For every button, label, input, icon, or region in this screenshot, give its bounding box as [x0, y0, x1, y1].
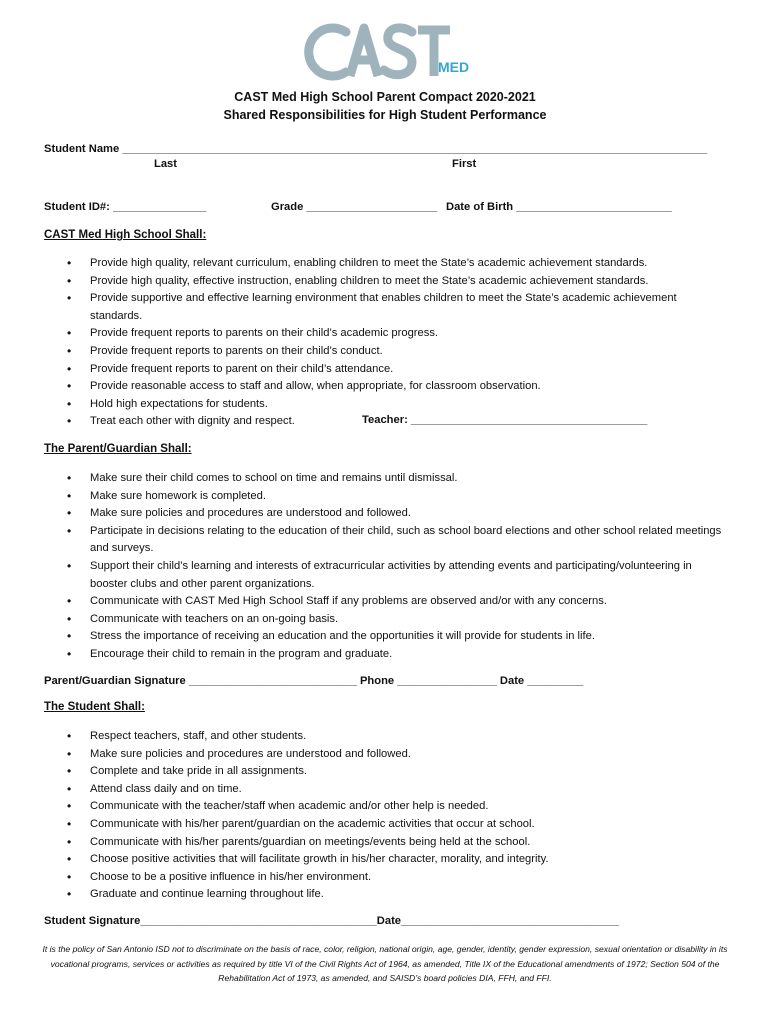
school-responsibilities-list	[60, 255, 730, 431]
list-item: • Make sure policies and procedures are understood and followed.	[60, 505, 730, 523]
student-name-field[interactable]: Student Name ______________________________________________________________________________________________	[44, 143, 708, 155]
first-name-caption: First	[452, 158, 477, 170]
cast-med-logo	[300, 18, 480, 84]
student-responsibilities-list	[60, 728, 730, 904]
school-section-heading: CAST Med High School Shall:	[44, 229, 207, 241]
list-item: • Choose to be a positive influence in his/her environment.	[60, 869, 730, 887]
list-item: • Graduate and continue learning throughout life.	[60, 886, 730, 904]
student-section-heading: The Student Shall:	[44, 701, 145, 713]
list-item: • Support their child’s learning and interests of extracurricular activities by attending events and participating/volunteering in booster clubs and other parent organizations.	[60, 558, 730, 593]
parent-section-heading: The Parent/Guardian Shall:	[44, 443, 192, 455]
list-item: • Participate in decisions relating to the education of their child, such as school board elections and other school related meetings and surveys.	[60, 523, 730, 558]
list-item: • Encourage their child to remain in the program and graduate.	[60, 646, 730, 664]
list-item: • Provide frequent reports to parent on their child’s attendance.	[60, 361, 730, 379]
list-item: • Hold high expectations for students.	[60, 396, 730, 414]
date-of-birth-field[interactable]: Date of Birth _________________________	[446, 201, 672, 213]
document-title: CAST Med High School Parent Compact 2020-2021	[234, 90, 536, 104]
list-item: • Provide reasonable access to staff and allow, when appropriate, for classroom observation.	[60, 378, 730, 396]
list-item: • Complete and take pride in all assignments.	[60, 763, 730, 781]
list-item: • Communicate with the teacher/staff when academic and/or other help is needed.	[60, 798, 730, 816]
list-item: • Make sure policies and procedures are understood and followed.	[60, 746, 730, 764]
list-item: • Communicate with his/her parents/guardian on meetings/events being held at the school.	[60, 834, 730, 852]
nondiscrimination-policy-footer: It is the policy of San Antonio ISD not to discriminate on the basis of race, color, religion, national origin, age, gender, identity, gender expression, sexual orientation or disability in its vocational programs, services or activities as required by title VI of the Civil Rights Act of 1964, as amended, Title IX of the Educational amendments of 1972; Section 504 of the Rehabilitation Act of 1973, as amended, and SAISD’s board policies DIA, FFH, and FFI.	[42, 944, 728, 983]
list-item: • Treat each other with dignity and respect.	[60, 413, 730, 431]
parent-responsibilities-list	[60, 470, 730, 664]
list-item: • Provide high quality, effective instruction, enabling children to meet the State’s academic achievement standards.	[60, 273, 730, 291]
list-item: • Communicate with teachers on an on-going basis.	[60, 611, 730, 629]
list-item: • Provide supportive and effective learning environment that enables children to meet the State’s academic achievement standards.	[60, 290, 730, 325]
list-item: • Communicate with his/her parent/guardian on the academic activities that occur at school.	[60, 816, 730, 834]
grade-field[interactable]: Grade _____________________	[271, 201, 438, 213]
student-signature-field[interactable]: Student Signature______________________________________Date___________________________________	[44, 915, 619, 927]
last-name-caption: Last	[154, 158, 178, 170]
list-item: • Provide frequent reports to parents on their child’s conduct.	[60, 343, 730, 361]
logo-med-text: MED	[438, 59, 470, 75]
list-item: • Choose positive activities that will facilitate growth in his/her character, morality, and integrity.	[60, 851, 730, 869]
list-item: • Communicate with CAST Med High School Staff if any problems are observed and/or with any concerns.	[60, 593, 730, 611]
teacher-signature-field[interactable]: Teacher: ______________________________________	[362, 414, 648, 426]
list-item: • Stress the importance of receiving an education and the opportunities it will provide for students in life.	[60, 628, 730, 646]
student-id-field[interactable]: Student ID#: _______________	[44, 201, 207, 213]
document-subtitle: Shared Responsibilities for High Student Performance	[223, 108, 547, 122]
list-item: • Make sure homework is completed.	[60, 488, 730, 506]
list-item: • Provide frequent reports to parents on their child’s academic progress.	[60, 325, 730, 343]
parent-signature-field[interactable]: Parent/Guardian Signature ___________________________ Phone ________________ Date _________	[44, 675, 584, 687]
list-item: • Provide high quality, relevant curriculum, enabling children to meet the State’s academic achievement standards.	[60, 255, 730, 273]
list-item: • Attend class daily and on time.	[60, 781, 730, 799]
list-item: • Make sure their child comes to school on time and remains until dismissal.	[60, 470, 730, 488]
list-item: • Respect teachers, staff, and other students.	[60, 728, 730, 746]
